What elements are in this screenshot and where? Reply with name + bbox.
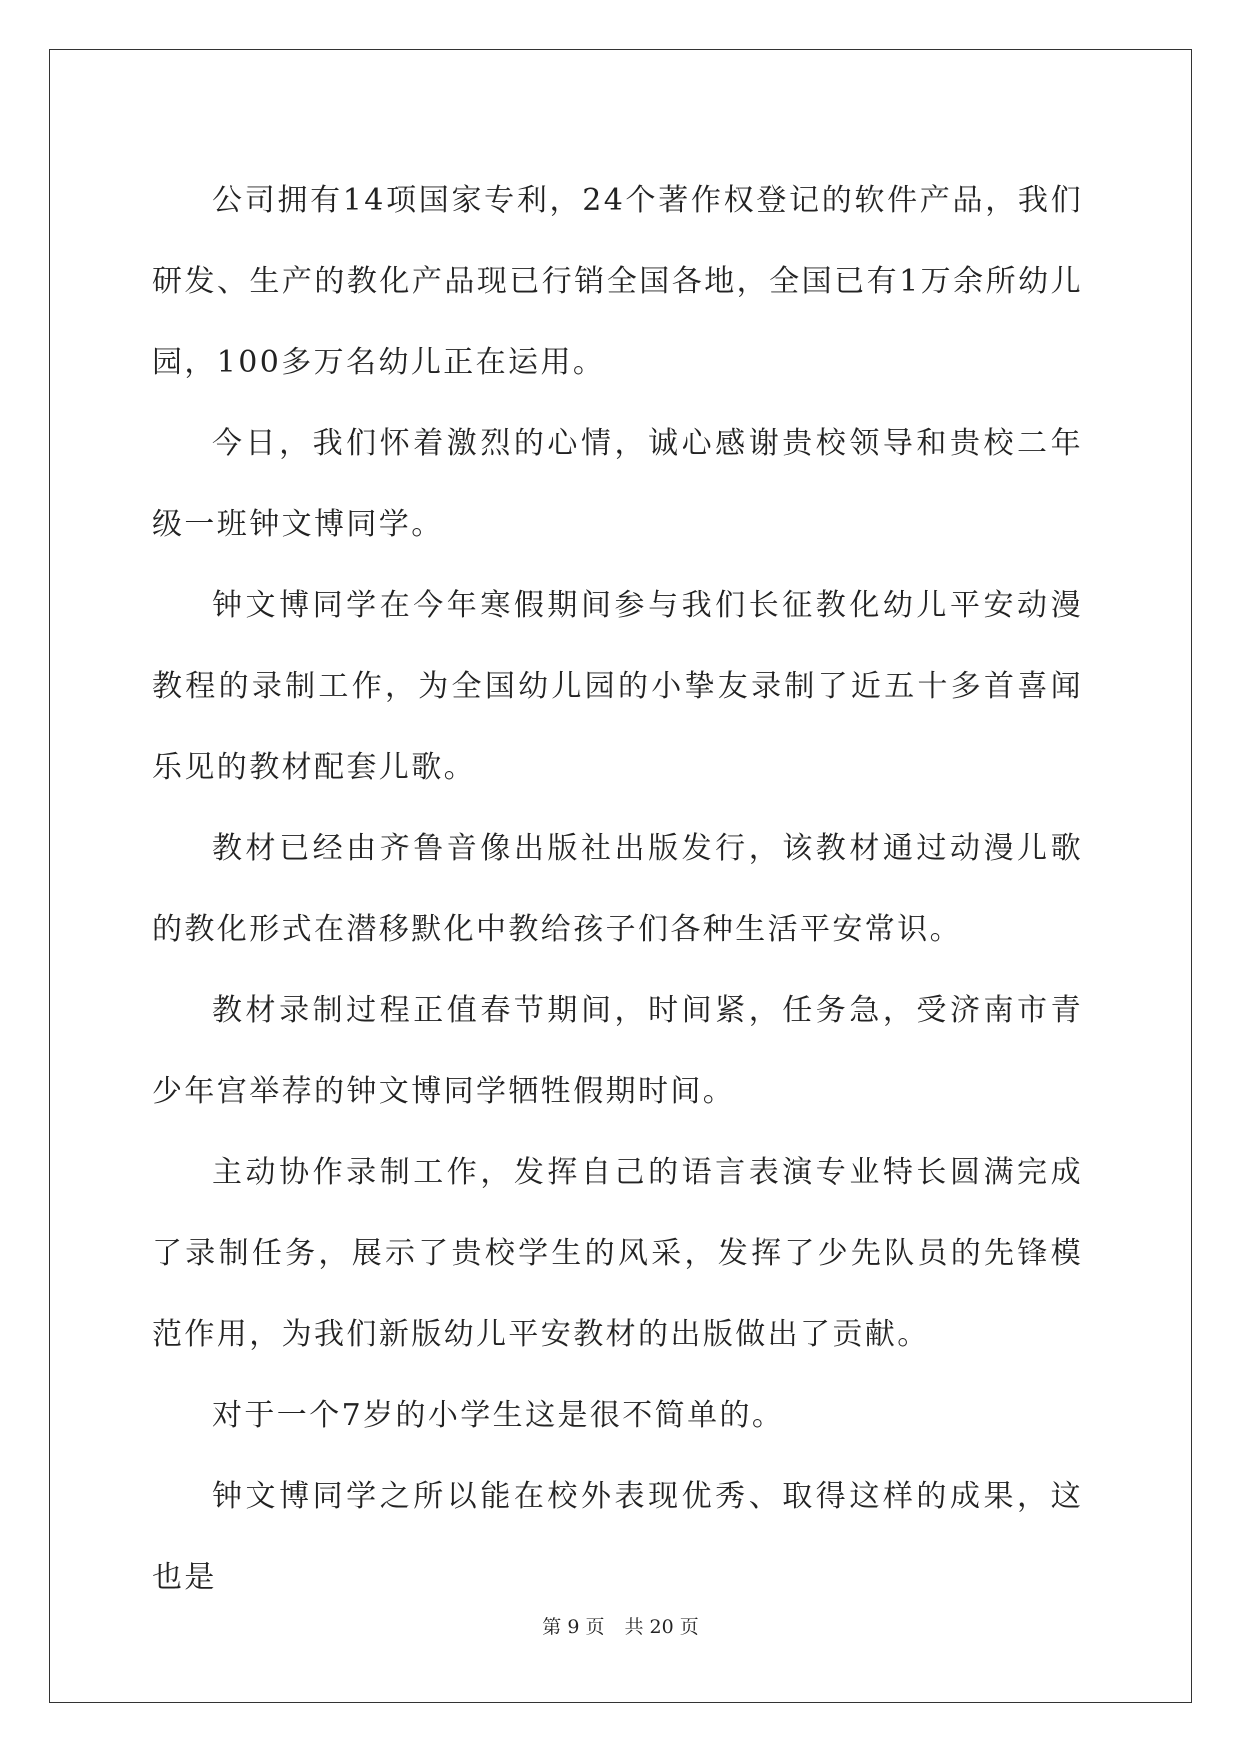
paragraph-5: 教材录制过程正值春节期间，时间紧，任务急，受济南市青少年宫举荐的钟文博同学牺牲假期时间。 — [152, 993, 1083, 1109]
paragraph-1: 公司拥有14项国家专利，24个著作权登记的软件产品，我们研发、生产的教化产品现已行销全国各地，全国已有1万余所幼儿园，100多万名幼儿正在运用。 — [152, 183, 1083, 380]
page-footer — [0, 1612, 1241, 1639]
paragraph-4: 教材已经由齐鲁音像出版社出版发行，该教材通过动漫儿歌的教化形式在潜移默化中教给孩子们各种生活平安常识。 — [152, 831, 1083, 947]
paragraph-2: 今日，我们怀着激烈的心情，诚心感谢贵校领导和贵校二年级一班钟文博同学。 — [152, 426, 1083, 542]
paragraph-3: 钟文博同学在今年寒假期间参与我们长征教化幼儿平安动漫教程的录制工作，为全国幼儿园的小挚友录制了近五十多首喜闻乐见的教材配套儿歌。 — [152, 588, 1083, 785]
paragraph-6: 主动协作录制工作，发挥自己的语言表演专业特长圆满完成了录制任务，展示了贵校学生的风采，发挥了少先队员的先锋模范作用，为我们新版幼儿平安教材的出版做出了贡献。 — [152, 1155, 1083, 1352]
page-number: 第 9 页 — [542, 1616, 605, 1638]
document-body — [152, 160, 1083, 1618]
page-total: 共 20 页 — [624, 1616, 699, 1638]
paragraph-7: 对于一个7岁的小学生这是很不简单的。 — [212, 1398, 785, 1433]
paragraph-8: 钟文博同学之所以能在校外表现优秀、取得这样的成果，这也是 — [152, 1479, 1083, 1595]
